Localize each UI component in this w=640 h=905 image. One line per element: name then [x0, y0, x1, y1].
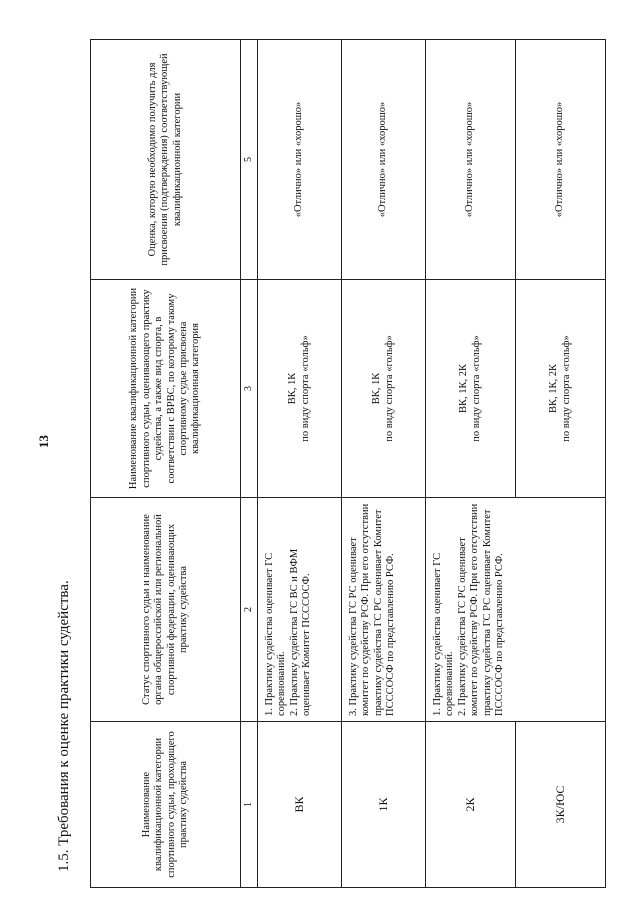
header-cell-grade: Оценка, которую необходимо получить для присвоения (подтверждения) соответствующей квалификационной категории: [91, 40, 241, 280]
column-number: 3: [241, 280, 258, 498]
cell-line: ВК, 1К: [287, 372, 299, 405]
row-category: 2К: [426, 722, 516, 888]
column-number: 1: [241, 722, 258, 888]
requirements-table: [90, 39, 606, 888]
row-evaluator: [258, 280, 342, 498]
row-grade: «Отлично» или «хорошо»: [342, 40, 426, 280]
row-category: 1К: [342, 722, 426, 888]
cell-line: ВК, 1К, 2К: [458, 364, 470, 414]
header-cell-category: Наименование квалификационной категории спортивного судьи, проходящего практику судейства: [91, 722, 241, 888]
cell-line: 3. Практику судейства ГС РС оценивает комитет по судейству РСФ. При его отсутствии практику судейства ГС РС оценивает Комитет ПСССОСФ по представлению РСФ.: [348, 503, 397, 716]
row-evaluator: [342, 280, 426, 498]
row-grade: «Отлично» или «хорошо»: [258, 40, 342, 280]
row-category: ВК: [258, 722, 342, 888]
row-status: [426, 498, 606, 722]
header-cell-status: Статус спортивного судьи и наименование органа общероссийской или региональной спортивной федерации, оценивающих практику судейства: [91, 498, 241, 722]
row-category: 3К/ЮС: [516, 722, 606, 888]
cell-line: 2. Практику судейства ГС РС оценивает комитет по судейству РСФ. При его отсутствии практику судейства ГС РС оценивает Комитет ПСССОСФ по представлению РСФ.: [456, 503, 505, 716]
row-grade: «Отлично» или «хорошо»: [516, 40, 606, 280]
cell-line: по виду спорта «гольф»: [383, 335, 395, 442]
row-grade: «Отлично» или «хорошо»: [426, 40, 516, 280]
row-status: [258, 498, 342, 722]
column-number: 2: [241, 498, 258, 722]
cell-line: по виду спорта «гольф»: [470, 335, 482, 442]
row-evaluator: [426, 280, 516, 498]
page-number: 13: [36, 435, 51, 448]
table-row: [342, 40, 426, 888]
cell-line: ВК, 1К, 2К: [548, 364, 560, 414]
cell-line: по виду спорта «гольф»: [560, 335, 572, 442]
table-row: [516, 40, 606, 888]
cell-line: ВК, 1К: [371, 372, 383, 405]
column-number: 5: [241, 40, 258, 280]
section-heading: 1.5. Требования к оценке практики судейства.: [56, 580, 72, 872]
header-cell-evaluator: Наименование квалификационной категории спортивного судьи, оценивающего практику судейства, а также вид спорта, в соответствии с ВРВС, по которому такому спортивному судье присвоена квалификационная категория: [91, 280, 241, 498]
row-evaluator: [516, 280, 606, 498]
cell-line: 1. Практику судейства оценивает ГС соревнований.: [264, 552, 288, 716]
table-header-row: [91, 40, 241, 888]
table-row: [258, 40, 342, 888]
cell-line: 1. Практику судейства оценивает ГС соревнований.: [432, 552, 456, 716]
row-status: [342, 498, 426, 722]
column-number-row: [241, 40, 258, 888]
cell-line: 2. Практику судейства ГС ВС и ВФМ оценивает Комитет ПСССОСФ.: [288, 548, 313, 716]
table-row: [426, 40, 516, 888]
cell-line: по виду спорта «гольф»: [299, 335, 311, 442]
